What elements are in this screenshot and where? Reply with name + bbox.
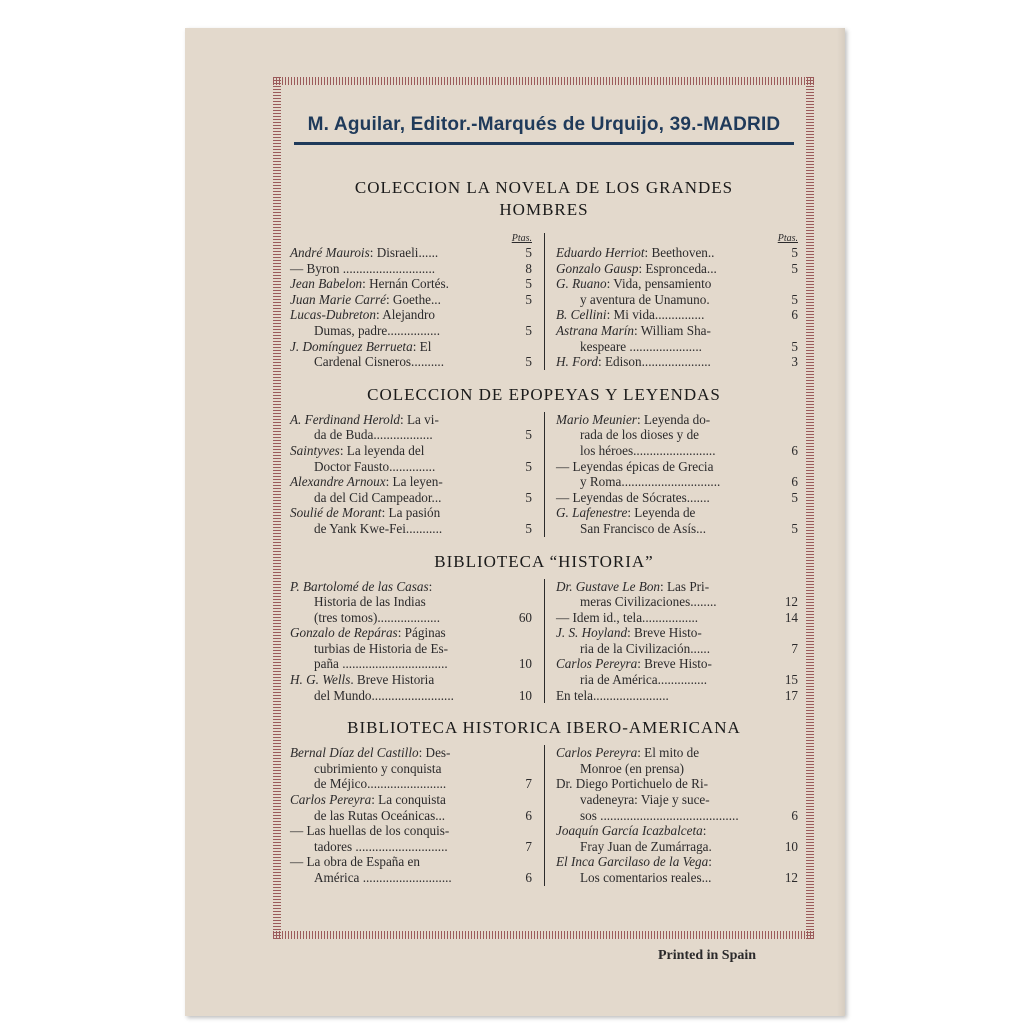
author-name: El Inca Garcilaso de la Vega <box>556 854 709 870</box>
entry-line: Doctor Fausto.............. <box>314 458 436 474</box>
book-entry <box>556 656 798 687</box>
author-name: Dr. Gustave Le Bon <box>556 578 661 594</box>
entry-line: Gonzalo de Repáras: Páginas <box>290 625 446 641</box>
entry-line: del Mundo......................... <box>314 687 454 703</box>
book-entry <box>556 261 798 277</box>
entry-line: Gonzalo Gausp: Espronceda... <box>556 260 717 276</box>
author-name: Bernal Díaz del Castillo <box>290 745 419 761</box>
book-entry <box>556 688 798 704</box>
book-title <box>290 474 510 505</box>
entry-line: André Maurois: Disraeli...... <box>290 245 439 260</box>
section-title <box>290 717 798 739</box>
column-divider <box>544 412 545 537</box>
section-title-line: HOMBRES <box>499 200 589 219</box>
price: 5 <box>791 245 798 260</box>
entry-line: P. Bartolomé de las Casas: <box>290 578 433 594</box>
entry-line: — Idem id., tela................. <box>556 609 699 625</box>
price: 12 <box>784 870 798 885</box>
section-title-line: BIBLIOTECA “HISTORIA” <box>434 551 654 571</box>
column-right <box>544 579 798 704</box>
entry-line: J. Domínguez Berrueta: El <box>290 338 432 354</box>
book-title <box>290 339 510 370</box>
author-name: Joaquín García Icazbalceta <box>556 823 703 839</box>
entry-line: Dr. Diego Portichuelo de Ri- <box>556 776 708 792</box>
book-entry <box>556 745 798 776</box>
book-title <box>556 579 776 610</box>
entry-line: Historia de las Indias <box>314 594 426 610</box>
section-title <box>290 177 798 221</box>
column-left <box>290 412 544 537</box>
price: 5 <box>525 291 532 307</box>
entry-line: San Francisco de Asís... <box>580 520 707 536</box>
author-name: Eduardo Herriot <box>556 245 645 260</box>
book-title <box>556 688 776 704</box>
author-name: Saintyves <box>290 442 340 458</box>
book-title <box>556 610 776 626</box>
book-entry <box>556 323 798 354</box>
book-title <box>290 307 510 338</box>
book-title <box>290 292 510 308</box>
price: 10 <box>784 838 798 854</box>
book-title <box>556 276 776 307</box>
author-name: A. Ferdinand Herold <box>290 411 401 427</box>
author-name: Jean Babelon <box>290 276 363 292</box>
section-columns <box>290 745 798 885</box>
entry-line: — Leyendas épicas de Grecia <box>556 458 714 474</box>
entry-line: Alexandre Arnoux: La leyen- <box>290 474 443 490</box>
entry-line: tadores ............................ <box>314 838 448 854</box>
book-entry <box>290 245 532 261</box>
price: 5 <box>791 260 798 276</box>
price: 5 <box>791 338 798 354</box>
column-divider <box>544 745 545 885</box>
catalog-content <box>290 90 798 886</box>
price: 5 <box>525 520 532 536</box>
author-name: Alexandre Arnoux <box>290 474 386 490</box>
entry-line: Los comentarios reales... <box>580 870 712 885</box>
entry-line: Bernal Díaz del Castillo: Des- <box>290 745 451 761</box>
book-title <box>556 261 776 277</box>
entry-line: da del Cid Campeador... <box>314 489 442 505</box>
entry-line: y aventura de Unamuno. <box>580 291 710 307</box>
author-name: J. Domínguez Berrueta <box>290 338 413 354</box>
entry-line: Mario Meunier: Leyenda do- <box>556 411 711 427</box>
section-title-line: COLECCION LA NOVELA DE LOS GRANDES <box>354 178 734 197</box>
book-entry <box>290 672 532 703</box>
author-name: Gonzalo Gausp <box>556 260 639 276</box>
section-title <box>290 551 798 573</box>
entry-line: rada de los dioses y de <box>580 427 700 443</box>
entry-line: H. G. Wells. Breve Historia <box>290 672 435 688</box>
price: 5 <box>525 245 532 260</box>
price: 6 <box>525 870 532 885</box>
entry-line: Monroe (en prensa) <box>580 760 684 776</box>
price: 10 <box>518 687 532 703</box>
ptas-label: Ptas. <box>511 233 532 244</box>
book-entry <box>556 490 798 506</box>
entry-line: H. Ford: Edison..................... <box>556 354 711 370</box>
author-name: B. Cellini <box>556 307 607 323</box>
book-title <box>290 745 510 792</box>
price: 7 <box>791 640 798 656</box>
catalog-section <box>290 717 798 885</box>
price: 17 <box>784 687 798 703</box>
book-title <box>556 245 776 261</box>
book-title <box>290 854 510 885</box>
author-name: H. G. Wells <box>290 672 351 688</box>
author-name: Carlos Pereyra <box>556 745 638 761</box>
entry-line: Joaquín García Icazbalceta: <box>556 823 707 839</box>
entry-line: En tela....................... <box>556 687 669 703</box>
entry-line: Carlos Pereyra: El mito de <box>556 745 700 761</box>
entry-line: da de Buda.................. <box>314 427 433 443</box>
entry-line: Jean Babelon: Hernán Cortés. <box>290 276 449 292</box>
book-entry <box>556 354 798 370</box>
book-title <box>556 505 776 536</box>
entry-line: Fray Juan de Zumárraga. <box>580 838 712 854</box>
catalog-section <box>290 384 798 537</box>
entry-line: El Inca Garcilaso de la Vega: <box>556 854 712 870</box>
price: 5 <box>525 458 532 474</box>
section-columns <box>290 231 798 370</box>
column-right <box>544 231 798 370</box>
author-name: Mario Meunier <box>556 411 637 427</box>
price: 14 <box>784 609 798 625</box>
printed-in-spain: Printed in Spain <box>658 948 757 963</box>
book-title <box>290 823 510 854</box>
entry-line: los héroes......................... <box>580 442 716 458</box>
price: 6 <box>791 807 798 823</box>
price: 6 <box>791 474 798 490</box>
book-entry <box>290 307 532 338</box>
book-entry <box>556 505 798 536</box>
entry-line: Astrana Marín: William Sha- <box>556 322 711 338</box>
book-title <box>290 443 510 474</box>
entry-line: Soulié de Morant: La pasión <box>290 505 441 521</box>
column-left <box>290 579 544 704</box>
price: 7 <box>525 776 532 792</box>
book-entry <box>290 276 532 292</box>
catalog-sections <box>290 177 798 886</box>
entry-line: meras Civilizaciones........ <box>580 594 717 610</box>
book-entry <box>290 339 532 370</box>
publisher-header: M. Aguilar, Editor.-Marqués de Urquijo, 39.-MADRID <box>307 114 781 135</box>
frame-left <box>273 77 281 939</box>
book-title <box>556 823 776 854</box>
book-entry <box>556 610 798 626</box>
column-right <box>544 412 798 537</box>
section-title-line: COLECCION DE EPOPEYAS Y LEYENDAS <box>367 384 721 404</box>
book-title <box>290 792 510 823</box>
column-left <box>290 745 544 885</box>
book-entry <box>290 474 532 505</box>
price: 5 <box>525 276 532 292</box>
book-title <box>556 354 776 370</box>
book-title <box>290 276 510 292</box>
entry-line: América ........................... <box>314 870 452 885</box>
book-entry <box>290 854 532 885</box>
price: 8 <box>525 260 532 276</box>
section-title <box>290 384 798 406</box>
catalog-section <box>290 551 798 704</box>
book-entry <box>290 579 532 626</box>
frame-right <box>806 77 814 939</box>
author-name: Astrana Marín <box>556 322 635 338</box>
book-title <box>556 323 776 354</box>
author-name: G. Lafenestre <box>556 505 628 521</box>
book-title <box>556 745 776 776</box>
frame-top <box>273 77 814 85</box>
book-entry <box>556 412 798 459</box>
entry-line: Eduardo Herriot: Beethoven.. <box>556 245 715 260</box>
price: 5 <box>525 427 532 443</box>
book-entry <box>290 443 532 474</box>
book-entry <box>556 459 798 490</box>
book-title <box>556 412 776 459</box>
book-entry <box>556 823 798 854</box>
entry-line: Juan Marie Carré: Goethe... <box>290 291 441 307</box>
entry-line: — Leyendas de Sócrates....... <box>556 489 710 505</box>
price: 5 <box>525 354 532 370</box>
book-title <box>290 625 510 672</box>
price: 6 <box>791 442 798 458</box>
price: 5 <box>525 322 532 338</box>
column-divider <box>544 233 545 370</box>
price: 5 <box>791 291 798 307</box>
author-name: J. S. Hoyland <box>556 625 628 641</box>
entry-line: turbias de Historia de Es- <box>314 640 449 656</box>
entry-line: G. Lafenestre: Leyenda de <box>556 505 696 521</box>
price: 10 <box>518 656 532 672</box>
book-title <box>290 672 510 703</box>
section-columns <box>290 579 798 704</box>
author-name: Lucas-Dubreton <box>290 307 376 323</box>
book-title <box>556 656 776 687</box>
entry-line: ria de la Civilización...... <box>580 640 711 656</box>
entry-line: — Las huellas de los conquis- <box>290 823 450 839</box>
author-name: André Maurois <box>290 245 370 260</box>
entry-line: kespeare ...................... <box>580 338 702 354</box>
book-title <box>290 412 510 443</box>
catalog-section <box>290 177 798 370</box>
ptas-label: Ptas. <box>777 233 798 244</box>
entry-line: y Roma.............................. <box>580 474 721 490</box>
book-title <box>556 854 776 885</box>
book-entry <box>290 823 532 854</box>
author-name: Carlos Pereyra <box>290 792 372 808</box>
price: 12 <box>784 594 798 610</box>
entry-line: Carlos Pereyra: La conquista <box>290 792 446 808</box>
author-name: Carlos Pereyra <box>556 656 638 672</box>
header-rule <box>294 142 794 145</box>
book-entry <box>556 245 798 261</box>
price: 5 <box>791 520 798 536</box>
author-name: Juan Marie Carré <box>290 291 386 307</box>
column-divider <box>544 579 545 704</box>
author-name: P. Bartolomé de las Casas <box>290 578 429 594</box>
price: 3 <box>791 354 798 370</box>
book-entry <box>556 307 798 323</box>
book-entry <box>556 276 798 307</box>
column-left <box>290 231 544 370</box>
entry-line: Lucas-Dubreton: Alejandro <box>290 307 435 323</box>
author-name: H. Ford <box>556 354 599 370</box>
book-entry <box>556 776 798 823</box>
author-name: G. Ruano <box>556 276 607 292</box>
entry-line: paña ................................ <box>314 656 448 672</box>
book-title <box>556 776 776 823</box>
entry-line: — La obra de España en <box>290 854 420 870</box>
book-title <box>290 261 510 277</box>
entry-line: G. Ruano: Vida, pensamiento <box>556 276 712 292</box>
book-title <box>556 490 776 506</box>
price: 15 <box>784 672 798 688</box>
section-columns <box>290 412 798 537</box>
price: 7 <box>525 838 532 854</box>
entry-line: cubrimiento y conquista <box>314 760 442 776</box>
book-entry <box>290 412 532 443</box>
book-entry <box>290 745 532 792</box>
price: 6 <box>791 307 798 323</box>
entry-line: de Méjico........................ <box>314 776 447 792</box>
book-entry <box>556 854 798 885</box>
entry-line: (tres tomos)................... <box>314 609 441 625</box>
book-title <box>290 245 510 261</box>
author-name: Soulié de Morant <box>290 505 382 521</box>
book-title <box>290 505 510 536</box>
entry-line: A. Ferdinand Herold: La vi- <box>290 411 439 427</box>
entry-line: de Yank Kwe-Fei........... <box>314 520 443 536</box>
book-entry <box>290 792 532 823</box>
book-title <box>290 579 510 626</box>
entry-line: de las Rutas Oceánicas... <box>314 807 446 823</box>
entry-line: sos .......................................... <box>580 807 739 823</box>
price: 6 <box>525 807 532 823</box>
book-title <box>556 459 776 490</box>
entry-line: ria de América............... <box>580 672 708 688</box>
entry-line: Cardenal Cisneros.......... <box>314 354 445 370</box>
author-name: Gonzalo de Repáras <box>290 625 398 641</box>
price: 5 <box>791 489 798 505</box>
book-entry <box>290 625 532 672</box>
book-entry <box>290 292 532 308</box>
book-entry <box>556 625 798 656</box>
book-title <box>556 307 776 323</box>
entry-line: — Byron ............................ <box>290 260 436 276</box>
entry-line: Dumas, padre................ <box>314 322 440 338</box>
price: 5 <box>525 489 532 505</box>
book-entry <box>290 261 532 277</box>
price: 60 <box>518 609 532 625</box>
entry-line: Carlos Pereyra: Breve Histo- <box>556 656 712 672</box>
frame-bottom <box>273 931 814 939</box>
book-title <box>556 625 776 656</box>
book-entry <box>556 579 798 610</box>
entry-line: J. S. Hoyland: Breve Histo- <box>556 625 702 641</box>
entry-line: Saintyves: La leyenda del <box>290 442 425 458</box>
column-right <box>544 745 798 885</box>
section-title-line: BIBLIOTECA HISTORICA IBERO-AMERICANA <box>347 718 741 738</box>
entry-line: B. Cellini: Mi vida............... <box>556 307 705 323</box>
book-entry <box>290 505 532 536</box>
entry-line: vadeneyra: Viaje y suce- <box>580 792 710 808</box>
entry-line: Dr. Gustave Le Bon: Las Pri- <box>556 578 710 594</box>
